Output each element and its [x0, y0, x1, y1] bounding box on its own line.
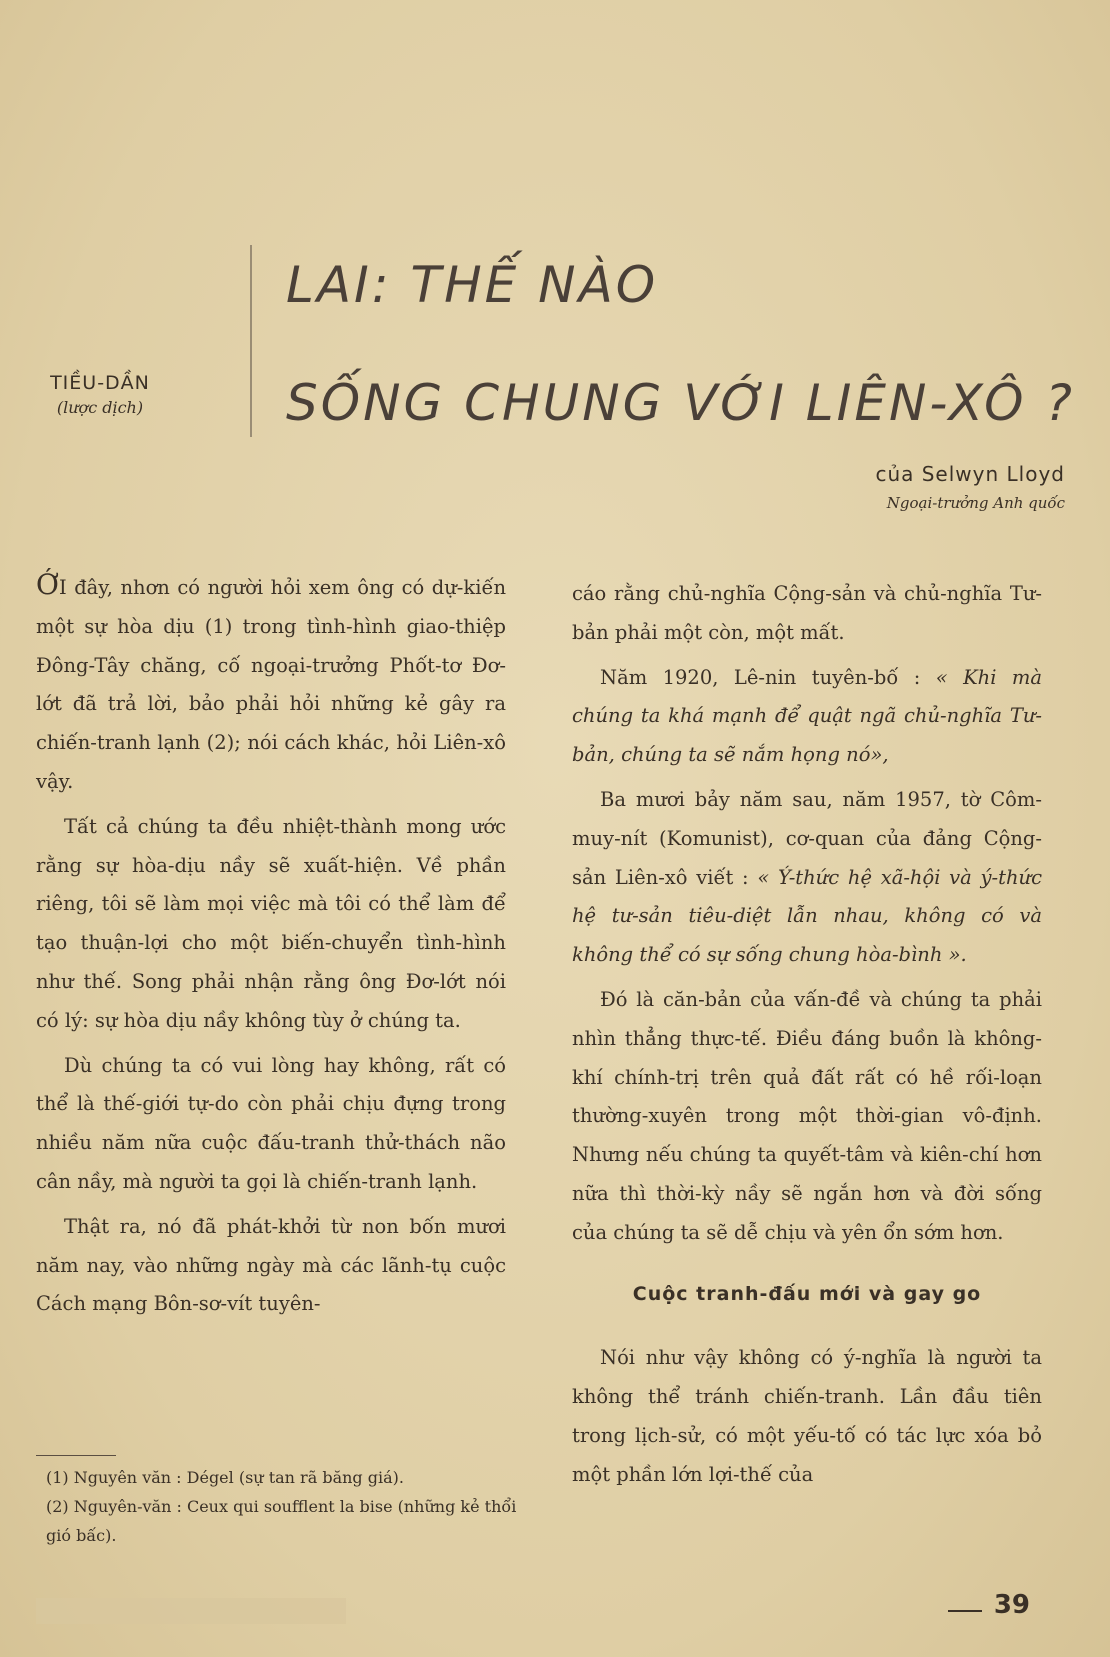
- subheading: Cuộc tranh-đấu mới và gay go: [632, 1282, 982, 1305]
- byline: [875, 462, 1065, 512]
- paragraph: Ba mươi bảy năm sau, năm 1957, tờ Côm-muy-nít (Komunist), cơ-quan của đảng Cộng-sản Liên-xô viết : « Ý-thức hệ xã-hội và ý-thức hệ tư-sản tiêu-diệt lẫn nhau, không có và không thể có sự sống chung hòa-bình ».: [572, 787, 1042, 967]
- paragraph: Dù chúng ta có vui lòng hay không, rất có thể là thế-giới tự-do còn phải chịu đựng trong nhiều năm nữa cuộc đấu-tranh thử-thách não cân nầy, mà người ta gọi là chiến-tranh lạnh.: [36, 1053, 506, 1193]
- quote: « Ý-thức hệ xã-hội và ý-thức hệ tư-sản tiêu-diệt lẫn nhau, không có và không thể có sự sống chung hòa-bình ».: [572, 865, 1042, 967]
- footnote-rule: [36, 1455, 116, 1456]
- title-divider: [250, 245, 252, 437]
- section-sublabel: (lược dịch): [56, 398, 144, 417]
- section-label: [40, 372, 160, 417]
- left-column: [36, 566, 506, 1330]
- paragraph: Nói như vậy không có ý-nghĩa là người ta không thể tránh chiến-tranh. Lần đầu tiên trong lịch-sử, có một yếu-tố có tác lực xóa bỏ một phần lớn lợi-thế của: [572, 1346, 1042, 1486]
- author: của Selwyn Lloyd: [875, 462, 1065, 486]
- paragraph: cáo rằng chủ-nghĩa Cộng-sản và chủ-nghĩa Tư-bản phải một còn, một mất.: [572, 582, 1042, 644]
- faded-footer-text: [36, 1598, 346, 1624]
- footnotes: [46, 1463, 546, 1550]
- paragraph: Tất cả chúng ta đều nhiệt-thành mong ước rằng sự hòa-dịu nầy sẽ xuất-hiện. Về phần riêng, tôi sẽ làm mọi việc mà tôi có thể làm để tạo thuận-lợi cho một biến-chuyển tình-hình như thế. Song phải nhận rằng ông Đơ-lớt nói có lý: sự hòa dịu nầy không tùy ở chúng ta.: [36, 814, 506, 1032]
- title-line-2: SỐNG CHUNG VỚI LIÊN-XÔ ?: [286, 374, 1075, 432]
- page-number-rule: [948, 1610, 982, 1612]
- paragraph: Đó là căn-bản của vấn-đề và chúng ta phải nhìn thẳng thực-tế. Điều đáng buồn là không-khí chính-trị trên quả đất rất có hề rối-loạn thường-xuyên trong một thời-gian vô-định. Nhưng nếu chúng ta quyết-tâm và kiên-chí hơn nữa thì thời-kỳ nầy sẽ ngắn hơn và đời sống của chúng ta sẽ dễ chịu và yên ổn sớm hơn.: [572, 987, 1042, 1244]
- quote: « Khi mà chúng ta khá mạnh để quật ngã chủ-nghĩa Tư-bản, chúng ta sẽ nắm họng nó»,: [572, 665, 1043, 767]
- title-line-1: LAI: THẾ NÀO: [286, 256, 659, 314]
- footnote: (1) Nguyên văn : Dégel (sự tan rã băng giá).: [46, 1468, 404, 1487]
- paragraph: Thật ra, nó đã phát-khởi từ non bốn mươi năm nay, vào những ngày mà các lãnh-tụ cuộc Cách mạng Bôn-sơ-vít tuyên-: [36, 1214, 506, 1316]
- drop-cap: Ớ: [36, 568, 59, 601]
- section-name: TIỀU-DẦN: [50, 372, 150, 394]
- page-number: 39: [993, 1590, 1030, 1620]
- right-column: [572, 575, 1042, 1501]
- author-role: Ngoại-trưởng Anh quốc: [886, 494, 1065, 512]
- paragraph: Năm 1920, Lê-nin tuyên-bố : « Khi mà chúng ta khá mạnh để quật ngã chủ-nghĩa Tư-bản, chúng ta sẽ nắm họng nó»,: [572, 665, 1043, 767]
- paragraph: ỚI đây, nhơn có người hỏi xem ông có dự-kiến một sự hòa dịu (1) trong tình-hình giao-thiệp Đông-Tây chăng, cố ngoại-trưởng Phốt-tơ Đơ-lớt đã trả lời, bảo phải hỏi những kẻ gây ra chiến-tranh lạnh (2); nói cách khác, hỏi Liên-xô vậy.: [36, 568, 506, 793]
- footnote: (2) Nguyên-văn : Ceux qui soufflent la bise (những kẻ thổi gió bấc).: [46, 1497, 517, 1545]
